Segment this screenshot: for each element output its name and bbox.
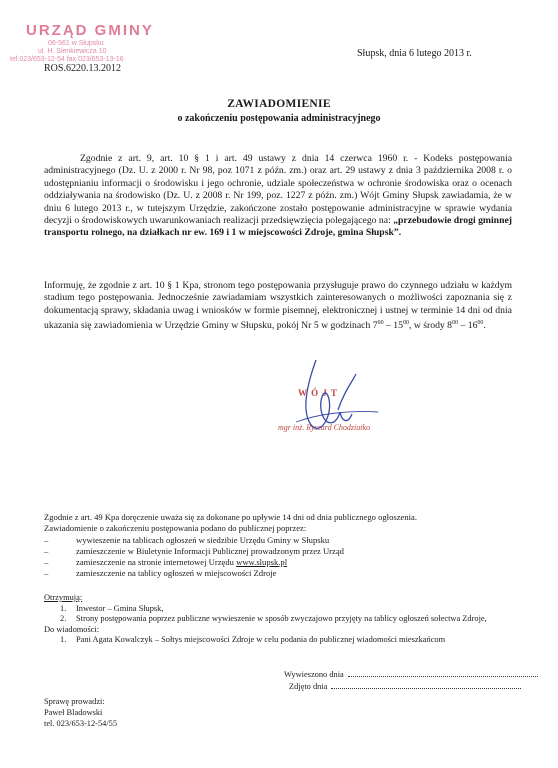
list-item: – wywieszenie na tablicach ogłoszeń w siedzibie Urzędu Gminy w Słupsku [44,535,512,546]
item-number: 1. [60,635,67,645]
page-title: ZAWIADOMIENIE [227,98,331,110]
list-item-text: zamieszczenie na stronie internetowej Urzędu [76,557,237,568]
recipients-section [44,593,512,646]
notice-list [44,535,512,580]
body-paragraph-2 [44,280,512,333]
project-description: „przebudowie drogi gminnej transportu rolnego, na działkach nr ew. 169 i 1 w miejscowości Zdroje, gmina Słupsk”. [44,215,512,239]
hour-sup: 00 [377,320,384,327]
item-number: 2. [60,614,67,624]
list-item [44,635,512,646]
hour-sup: 00 [477,320,484,327]
signature-name: mgr inż. Ryszard Chodziutko [278,423,371,432]
item-number: 1. [60,603,67,613]
handler-label: Sprawę prowadzi: [44,697,105,706]
hour-text: , w środy 8 [408,320,453,332]
removed-line [289,680,521,691]
info-list [44,635,512,646]
website-link[interactable]: www.slupsk.pl [236,557,288,568]
item-text: Inwestor – Gmina Słupsk, [76,603,164,613]
stamp-line-2: ul. H. Sienkiewicza 10 [38,48,107,55]
handwritten-signature [278,352,398,444]
body-paragraph-1 [44,153,512,240]
hour-text: – 16 [458,320,478,332]
posted-line [284,668,538,679]
posted-label: Wywieszono dnia [284,670,344,679]
notice-line-1: Zgodnie z art. 49 Kpa doręczenie uważa się za dokonane po upływie 14 dni od dnia publicznego ogłoszenia. [44,512,417,522]
item-text: Strony postępowania poprzez publiczne wywieszenie w sposób zwyczajowo przyjęty na tablicy ogłoszeń sołectwa Zdroje, [76,614,487,624]
removed-label: Zdjęto dnia [289,682,328,691]
paragraph-1-text: Zgodnie z art. 9, art. 10 § 1 i art. 49 ustawy z dnia 14 czerwca 1960 r. - Kodeks postępowania administracyjnego (Dz. U. z 2000 r. Nr 98, poz 1071 z późn. zm.) oraz art. 29 ustawy z dnia 3 października 2008 r. o udostępnianiu informacji o środowisku i jego ochronie, udziale społeczeństwa w ochronie środowiska oraz o ocenach oddziaływania na środowisko (Dz. U. z 2008 r. Nr 199, poz. 1227 z późn. zm.) Wójt Gminy Słupsk zawiadamia, że w dniu 6 lutego 2013 r., w tutejszym Urzędzie, zakończone zostało postępowanie administracyjne w sprawie wydania decyzji o środowiskowych uwarunkowaniach realizacji przedsięwzięcia polegającego na: [44,153,512,227]
hour-sup: 00 [402,320,409,327]
hour-text: . [483,320,486,332]
signature-role: W Ó J T [298,388,338,398]
list-item [44,614,512,625]
stamp-line-3: tel.023/653-12-54 fax 023/653-13-16 [10,56,124,63]
info-heading: Do wiadomości: [44,624,100,634]
stamp-title: URZĄD GMINY [26,22,154,39]
page-subtitle: o zakończeniu postępowania administracyjnego [177,113,381,124]
date-line: Słupsk, dnia 6 lutego 2013 r. [357,48,472,59]
removed-dots [331,680,521,689]
list-item: – zamieszczenie na tablicy ogłoszeń w miejscowości Zdroje [44,568,512,579]
handler-section [44,696,117,729]
list-item [44,604,512,615]
handler-phone: tel. 023/653-12-54/55 [44,719,118,728]
recipients-list [44,604,512,625]
hour-sup: 00 [452,320,459,327]
stamp-line-1: 06-561 w Słupsku [48,40,104,47]
list-item [44,557,512,568]
posted-dots [348,668,538,677]
hour-text: – 15 [383,320,403,332]
notice-line-2: Zawiadomienie o zakończeniu postępowania podano do publicznej poprzez: [44,523,307,534]
notice-section [44,512,512,580]
recipients-heading: Otrzymują: [44,593,83,602]
handler-name: Paweł Bladowski [44,708,103,717]
list-item: – zamieszczenie w Biuletynie Informacji Publicznej prowadzonym przez Urząd [44,546,512,557]
item-text: Pani Agata Kowalczyk – Sołtys miejscowości Zdroje w celu podania do publicznej wiadomości mieszkańcom [76,635,446,645]
paragraph-2-text: Informuję, że zgodnie z art. 10 § 1 Kpa, stronom tego postępowania przysługuje prawo do czynnego udziału w każdym stadium tego postępowania. Jednocześnie zawiadamiam wszystkich zainteresowanych o możliwości zapoznania się z dokumentacją sprawy, składania uwag i wniosków w formie pisemnej, elektronicznej i ustnej w terminie 14 dni od dnia ukazania się zawiadomienia w Urzędzie Gminy w Słupsku, pokój Nr 5 w godzinach 7 [44,280,512,332]
reference-number: ROS.6220.13.2012 [44,63,121,74]
